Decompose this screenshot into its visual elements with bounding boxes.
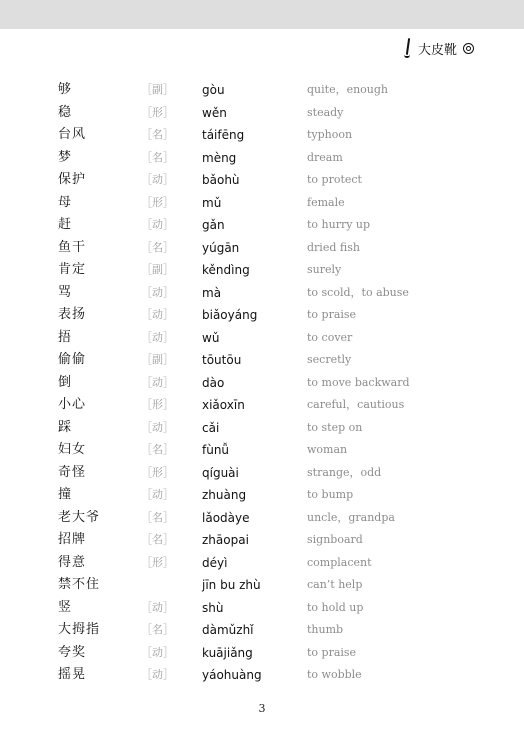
vocab-row xyxy=(0,574,524,597)
vocabulary-list xyxy=(0,79,524,687)
part-of-speech: ［副］ xyxy=(141,353,174,366)
vocab-row xyxy=(0,372,524,395)
part-of-speech: ［动］ xyxy=(141,218,174,231)
vocab-pinyin: zhāopai xyxy=(202,533,249,547)
part-of-speech: ［动］ xyxy=(141,308,174,321)
vocab-row xyxy=(0,259,524,282)
vocab-pinyin: cǎi xyxy=(202,420,220,435)
vocab-pinyin: déyì xyxy=(202,555,228,570)
vocab-word: 得意 xyxy=(58,554,87,570)
part-of-speech: ［形］ xyxy=(141,555,174,569)
vocab-pinyin: zhuàng xyxy=(202,488,247,502)
vocab-meaning: to move backward xyxy=(307,375,410,389)
brush-stroke-icon xyxy=(404,38,412,58)
vocab-pinyin: xiǎoxīn xyxy=(202,398,245,412)
part-of-speech: ［名］ xyxy=(141,533,174,546)
vocab-pinyin: yáohuàng xyxy=(202,668,262,682)
vocab-row xyxy=(0,619,524,642)
vocab-word: 偷偷 xyxy=(58,352,87,367)
part-of-speech: ［动］ xyxy=(141,488,174,501)
part-of-speech: ［副］ xyxy=(141,83,174,96)
vocab-pinyin: yúgān xyxy=(202,240,240,255)
vocab-meaning: uncle，grandpa xyxy=(307,510,395,524)
part-of-speech: ［形］ xyxy=(141,398,174,411)
vocab-row xyxy=(0,349,524,372)
vocab-row xyxy=(0,192,524,215)
vocab-meaning: woman xyxy=(307,443,348,456)
vocab-meaning: complacent xyxy=(307,555,372,569)
vocab-meaning: to praise xyxy=(307,645,357,659)
vocab-pinyin: dàmǔzhǐ xyxy=(202,623,254,637)
vocab-pinyin: kěndìng xyxy=(202,263,250,277)
vocab-word: 摇晃 xyxy=(58,667,87,682)
vocab-pinyin: gòu xyxy=(202,83,225,97)
part-of-speech: ［形］ xyxy=(141,105,174,119)
vocab-word: 妇女 xyxy=(58,442,87,457)
part-of-speech: ［动］ xyxy=(141,600,174,614)
vocab-meaning: to hold up xyxy=(307,600,364,614)
vocab-row xyxy=(0,529,524,552)
vocab-pinyin: gǎn xyxy=(202,218,225,232)
vocab-pinyin: wěn xyxy=(202,105,227,120)
part-of-speech: ［副］ xyxy=(141,263,174,276)
vocab-word: 奇怪 xyxy=(58,464,87,480)
part-of-speech: ［动］ xyxy=(141,645,174,659)
vocab-word: 骂 xyxy=(58,284,73,300)
vocab-pinyin: mǔ xyxy=(202,195,222,210)
vocab-word: 赶 xyxy=(58,217,73,232)
vocab-meaning: to protect xyxy=(307,173,362,186)
part-of-speech: ［动］ xyxy=(141,375,174,389)
part-of-speech: ［动］ xyxy=(141,668,174,681)
chapter-title: 大皮靴 xyxy=(417,42,457,58)
vocab-pinyin: táifēng xyxy=(202,128,245,142)
vocab-word: 表扬 xyxy=(58,307,87,322)
vocab-word: 肯定 xyxy=(58,262,87,277)
vocab-word: 稳 xyxy=(58,104,73,120)
vocab-row xyxy=(0,394,524,417)
vocab-row xyxy=(0,147,524,170)
vocab-meaning: signboard xyxy=(307,533,363,546)
vocab-row xyxy=(0,282,524,305)
page-header xyxy=(404,38,474,58)
vocab-pinyin: mèng xyxy=(202,150,237,165)
vocab-row xyxy=(0,237,524,260)
part-of-speech: ［动］ xyxy=(141,285,174,299)
vocab-pinyin: fùnǚ xyxy=(202,443,230,457)
vocab-word: 大拇指 xyxy=(58,622,101,637)
part-of-speech: ［名］ xyxy=(141,128,174,141)
vocab-meaning: to step on xyxy=(307,420,363,434)
vocab-pinyin: mà xyxy=(202,285,222,300)
vocab-row xyxy=(0,417,524,440)
vocab-row xyxy=(0,102,524,125)
vocab-row xyxy=(0,552,524,575)
vocab-meaning: dried fish xyxy=(307,240,360,254)
vocab-meaning: to cover xyxy=(307,330,353,344)
vocab-meaning: can’t help xyxy=(307,578,363,591)
vocab-pinyin: dào xyxy=(202,375,225,390)
part-of-speech: ［形］ xyxy=(141,195,174,209)
vocab-word: 台风 xyxy=(58,127,87,142)
vocab-word: 竖 xyxy=(58,599,73,615)
vocab-word: 老大爷 xyxy=(58,509,101,525)
part-of-speech: ［名］ xyxy=(141,510,174,524)
part-of-speech: ［名］ xyxy=(141,240,174,254)
vocab-word: 小心 xyxy=(58,397,87,412)
vocab-pinyin: shù xyxy=(202,600,224,615)
vocab-row xyxy=(0,439,524,462)
vocab-row xyxy=(0,79,524,102)
vocab-word: 踩 xyxy=(58,419,73,435)
vocab-word: 招牌 xyxy=(58,532,87,547)
vocab-word: 母 xyxy=(58,194,73,210)
vocab-word: 梦 xyxy=(58,149,73,165)
vocab-word: 撞 xyxy=(58,487,73,502)
vocab-meaning: quite，enough xyxy=(307,83,389,96)
vocab-word: 保护 xyxy=(58,172,87,187)
vocab-row xyxy=(0,462,524,485)
vocab-meaning: secretly xyxy=(307,353,352,366)
vocab-meaning: dream xyxy=(307,150,343,164)
vocab-row xyxy=(0,304,524,327)
vocab-meaning: to bump xyxy=(307,488,354,501)
vocab-row xyxy=(0,214,524,237)
part-of-speech: ［名］ xyxy=(141,623,174,636)
vocab-pinyin: kuājiǎng xyxy=(202,645,253,660)
vocab-meaning: female xyxy=(307,195,345,209)
vocab-meaning: thumb xyxy=(307,623,344,636)
part-of-speech: ［名］ xyxy=(141,443,174,456)
vocab-pinyin: lǎodàye xyxy=(202,510,250,525)
vocab-meaning: to praise xyxy=(307,308,357,321)
vocab-meaning: surely xyxy=(307,263,342,276)
part-of-speech: ［形］ xyxy=(141,465,174,479)
vocab-meaning: strange，odd xyxy=(307,465,382,479)
vocab-pinyin: tōutōu xyxy=(202,353,242,367)
vocab-meaning: to hurry up xyxy=(307,218,371,231)
vocab-row xyxy=(0,327,524,350)
vocab-row xyxy=(0,507,524,530)
vocab-meaning: steady xyxy=(307,105,344,119)
vocab-row xyxy=(0,124,524,147)
vocab-word: 倒 xyxy=(58,374,73,390)
vocab-row xyxy=(0,664,524,687)
spiral-icon xyxy=(463,43,474,54)
vocab-pinyin: bǎohù xyxy=(202,173,240,187)
vocab-pinyin: qíguài xyxy=(202,465,239,480)
vocab-row xyxy=(0,642,524,665)
vocab-word: 捂 xyxy=(58,329,73,345)
vocab-row xyxy=(0,169,524,192)
vocab-meaning: careful，cautious xyxy=(307,398,405,411)
part-of-speech: ［动］ xyxy=(141,330,174,344)
part-of-speech: ［动］ xyxy=(141,420,174,434)
part-of-speech: ［动］ xyxy=(141,173,174,186)
top-bar xyxy=(0,0,524,29)
vocab-row xyxy=(0,484,524,507)
vocab-meaning: typhoon xyxy=(307,128,353,141)
vocab-meaning: to scold，to abuse xyxy=(307,285,409,299)
page-number: 3 xyxy=(258,702,266,715)
vocab-word: 禁不住 xyxy=(58,577,101,592)
vocab-word: 鱼干 xyxy=(58,239,87,255)
part-of-speech: ［名］ xyxy=(141,150,174,164)
vocab-pinyin: jīn bu zhù xyxy=(202,578,261,592)
vocab-pinyin: biǎoyáng xyxy=(202,308,258,322)
vocab-meaning: to wobble xyxy=(307,668,362,681)
vocab-row xyxy=(0,597,524,620)
vocab-word: 夸奖 xyxy=(58,644,87,660)
vocab-pinyin: wǔ xyxy=(202,330,220,345)
vocab-word: 够 xyxy=(58,82,73,97)
